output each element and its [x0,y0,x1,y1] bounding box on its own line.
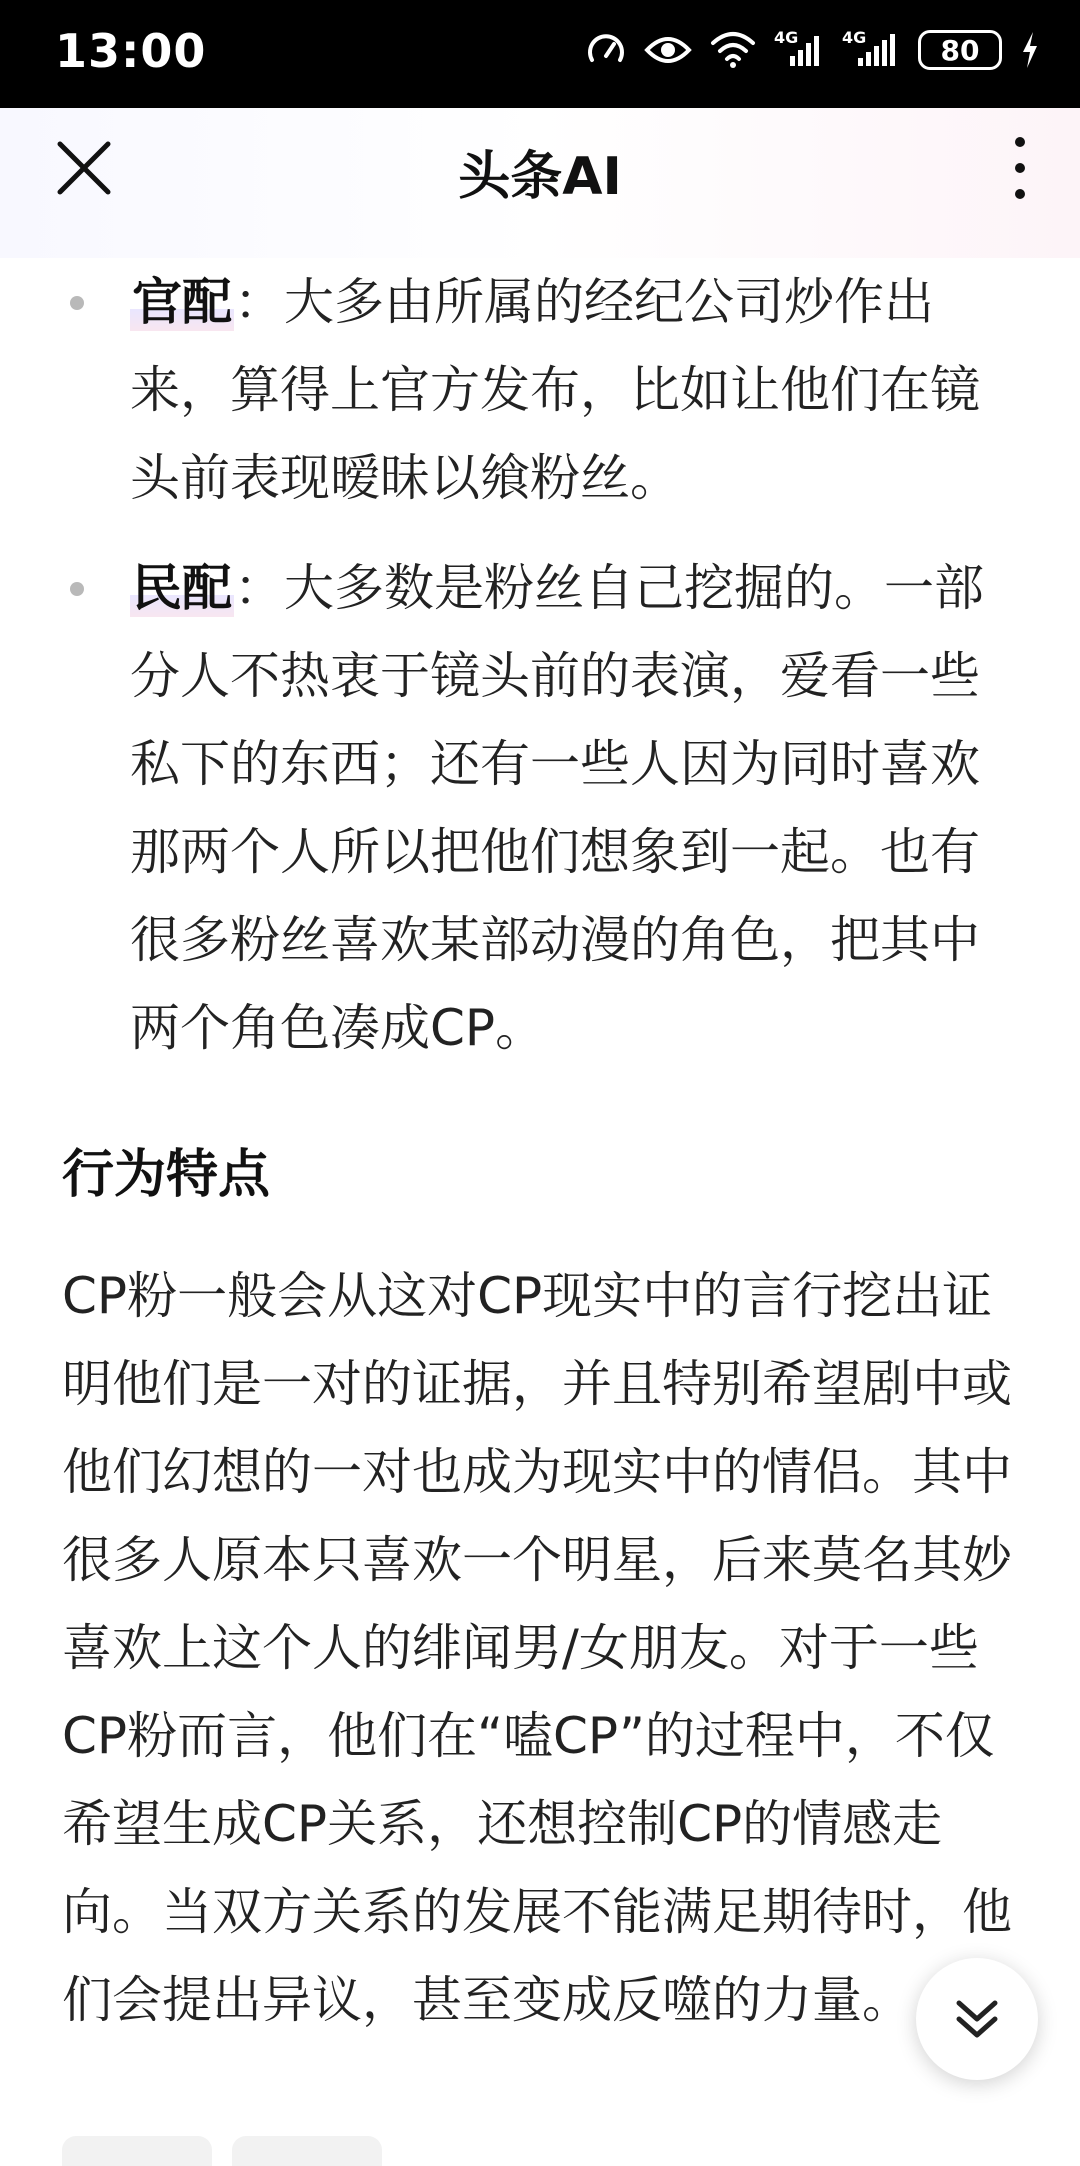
double-chevron-down-icon [949,1991,1005,2047]
page-title: 头条AI [458,147,622,207]
status-time: 13:00 [55,24,207,78]
speed-icon [586,30,626,70]
wifi-icon [710,31,756,69]
list-item [0,258,1080,522]
bullet-dot [70,582,84,596]
network-type-label: 4G [842,28,867,47]
status-icons [586,30,1040,70]
scroll-down-button[interactable] [916,1958,1038,2080]
network-type-label: 4G [774,28,799,47]
signal-1-icon [774,30,824,70]
more-options-button[interactable] [1000,130,1040,206]
bullet-text: ：大多数是粉丝自己挖掘的。一部分人不热衷于镜头前的表演，爱看一些私下的东西；还有一些人因为同时喜欢那两个人所以把他们想象到一起。也有很多粉丝喜欢某部动漫的角色，把其中两个角色凑成CP。 [130,559,984,1057]
section-heading: 行为特点 [62,1145,271,1205]
bullet-term: 官配 [132,273,232,331]
more-vertical-icon [1000,130,1040,206]
app-header [0,108,1080,258]
bullet-list [0,258,1080,1072]
bullet-dot [70,296,84,310]
suggestion-chip[interactable] [232,2136,382,2166]
signal-2-icon [842,30,900,70]
list-item [0,544,1080,1072]
answer-content [0,258,1080,2044]
status-bar [0,0,1080,108]
suggestion-chip[interactable] [62,2136,212,2166]
bullet-text: ：大多由所属的经纪公司炒作出来，算得上官方发布，比如让他们在镜头前表现暧昧以飨粉丝。 [130,273,980,507]
charging-icon [1020,30,1040,70]
section-paragraph: CP粉一般会从这对CP现实中的言行挖出证明他们是一对的证据，并且特别希望剧中或他们幻想的一对也成为现实中的情侣。其中很多人原本只喜欢一个明星，后来莫名其妙喜欢上这个人的绯闻男/女朋友。对于一些CP粉而言，他们在“嗑CP”的过程中，不仅希望生成CP关系，还想控制CP的情感走向。当双方关系的发展不能满足期待时，他们会提出异议，甚至变成反噬的力量。 [62,1267,1012,2029]
battery-level: 80 [940,33,980,67]
battery-indicator [918,30,1002,70]
bottom-chips [62,2136,382,2166]
eye-icon [644,32,692,68]
bullet-term: 民配 [132,559,232,617]
